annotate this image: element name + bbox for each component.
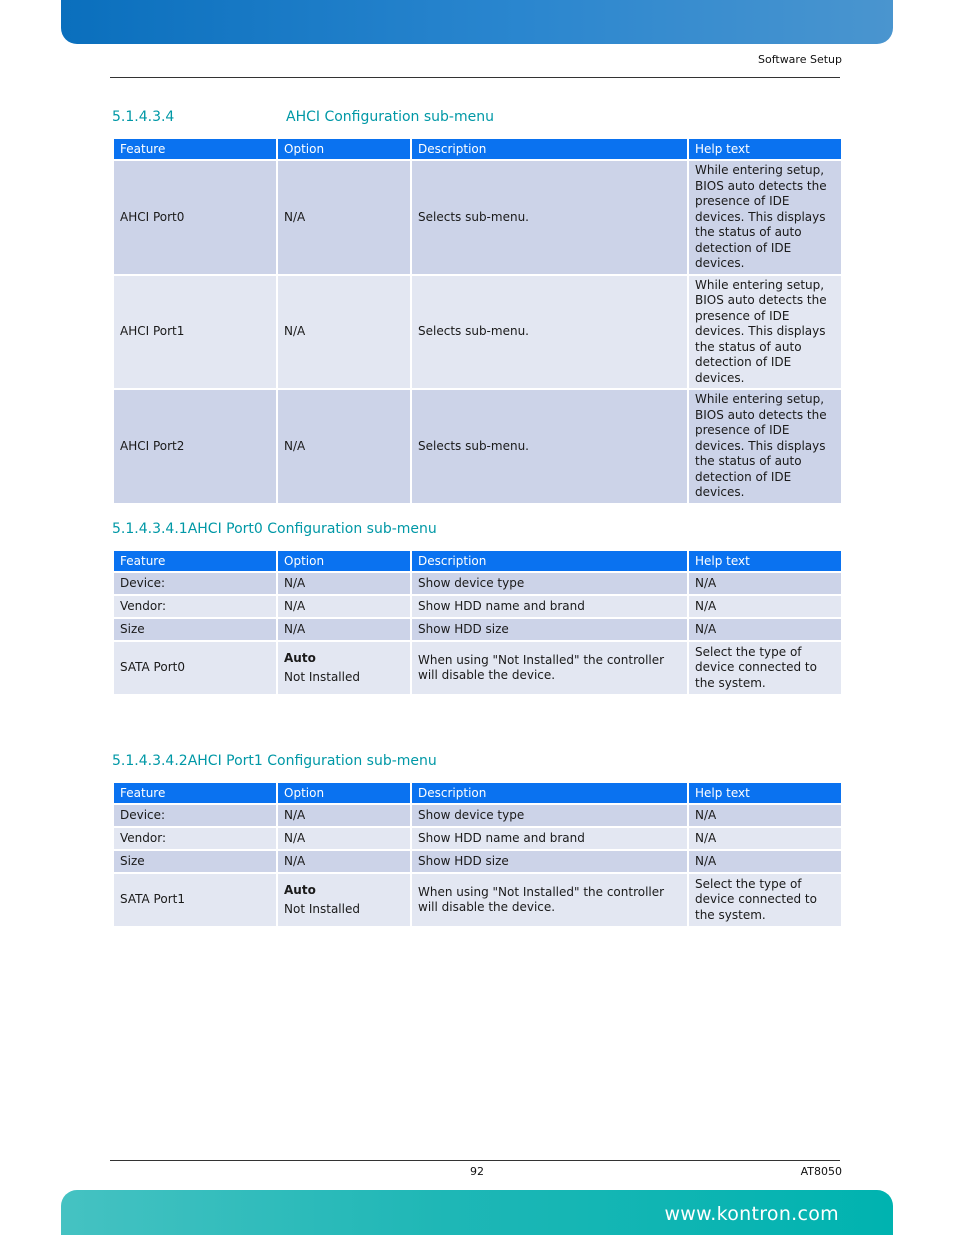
- description-cell: When using "Not Installed" the controller will disable the device.: [412, 874, 687, 926]
- feature-cell: Device:: [114, 573, 276, 594]
- option-cell: N/A: [278, 619, 410, 640]
- description-cell: Selects sub-menu.: [412, 161, 687, 274]
- option-cell: N/A: [278, 161, 410, 274]
- table-header-row: [114, 551, 841, 571]
- section-title: AHCI Configuration sub-menu: [286, 109, 494, 125]
- feature-cell: Size: [114, 851, 276, 872]
- table-header-row: [114, 139, 841, 159]
- option-cell: [278, 642, 410, 694]
- header-rule: [110, 77, 840, 78]
- header-section-title: Software Setup: [757, 53, 842, 66]
- table-row: [114, 390, 841, 503]
- help-cell: While entering setup, BIOS auto detects the presence of IDE devices. This displays the status of auto detection of IDE devices.: [689, 161, 841, 274]
- column-header-help: Help text: [689, 551, 841, 571]
- help-cell: N/A: [689, 596, 841, 617]
- column-header-feature: Feature: [114, 551, 276, 571]
- description-cell: Show device type: [412, 805, 687, 826]
- help-cell: N/A: [689, 828, 841, 849]
- help-cell: N/A: [689, 619, 841, 640]
- column-header-feature: Feature: [114, 783, 276, 803]
- table-row: [114, 161, 841, 274]
- table-row: [114, 276, 841, 389]
- help-cell: Select the type of device connected to the system.: [689, 642, 841, 694]
- product-name: AT8050: [800, 1165, 842, 1178]
- description-cell: Selects sub-menu.: [412, 276, 687, 389]
- option-default: Auto: [284, 651, 316, 665]
- table-row: [114, 596, 841, 617]
- feature-cell: SATA Port1: [114, 874, 276, 926]
- option-cell: N/A: [278, 573, 410, 594]
- port0-config-table: [112, 549, 843, 696]
- table-row: [114, 805, 841, 826]
- help-cell: Select the type of device connected to the system.: [689, 874, 841, 926]
- option-default: Auto: [284, 883, 316, 897]
- description-cell: Selects sub-menu.: [412, 390, 687, 503]
- feature-cell: AHCI Port2: [114, 390, 276, 503]
- column-header-option: Option: [278, 783, 410, 803]
- feature-cell: SATA Port0: [114, 642, 276, 694]
- column-header-help: Help text: [689, 139, 841, 159]
- column-header-feature: Feature: [114, 139, 276, 159]
- feature-cell: AHCI Port1: [114, 276, 276, 389]
- feature-cell: Vendor:: [114, 828, 276, 849]
- option-cell: [278, 874, 410, 926]
- feature-cell: Size: [114, 619, 276, 640]
- ahci-config-table: [112, 137, 843, 505]
- help-cell: N/A: [689, 851, 841, 872]
- top-banner: [61, 0, 893, 44]
- option-alternative: Not Installed: [284, 901, 360, 916]
- option-cell: N/A: [278, 596, 410, 617]
- table-row: [114, 573, 841, 594]
- help-cell: N/A: [689, 805, 841, 826]
- description-cell: When using "Not Installed" the controller will disable the device.: [412, 642, 687, 694]
- option-cell: N/A: [278, 390, 410, 503]
- description-cell: Show device type: [412, 573, 687, 594]
- table-row: [114, 828, 841, 849]
- column-header-description: Description: [412, 551, 687, 571]
- option-cell: N/A: [278, 851, 410, 872]
- option-alternative: Not Installed: [284, 669, 360, 684]
- table-row: [114, 851, 841, 872]
- column-header-option: Option: [278, 139, 410, 159]
- table-row: [114, 619, 841, 640]
- option-cell: N/A: [278, 276, 410, 389]
- port1-config-table: [112, 781, 843, 928]
- footer-rule: [110, 1160, 840, 1161]
- description-cell: Show HDD name and brand: [412, 596, 687, 617]
- column-header-description: Description: [412, 139, 687, 159]
- column-header-help: Help text: [689, 783, 841, 803]
- table-row: [114, 874, 841, 926]
- help-cell: While entering setup, BIOS auto detects the presence of IDE devices. This displays the status of auto detection of IDE devices.: [689, 276, 841, 389]
- option-cell: N/A: [278, 805, 410, 826]
- help-cell: N/A: [689, 573, 841, 594]
- column-header-description: Description: [412, 783, 687, 803]
- description-cell: Show HDD size: [412, 851, 687, 872]
- table-row: [114, 642, 841, 694]
- subsection-heading-port1: 5.1.4.3.4.2AHCI Port1 Configuration sub-menu: [112, 753, 437, 769]
- website-link[interactable]: www.kontron.com: [664, 1203, 839, 1225]
- subsection-heading-port0: 5.1.4.3.4.1AHCI Port0 Configuration sub-menu: [112, 521, 437, 537]
- bottom-banner: [61, 1190, 893, 1235]
- table-header-row: [114, 783, 841, 803]
- help-cell: While entering setup, BIOS auto detects the presence of IDE devices. This displays the status of auto detection of IDE devices.: [689, 390, 841, 503]
- feature-cell: Vendor:: [114, 596, 276, 617]
- description-cell: Show HDD name and brand: [412, 828, 687, 849]
- section-number: 5.1.4.3.4: [112, 109, 175, 125]
- description-cell: Show HDD size: [412, 619, 687, 640]
- feature-cell: AHCI Port0: [114, 161, 276, 274]
- option-cell: N/A: [278, 828, 410, 849]
- feature-cell: Device:: [114, 805, 276, 826]
- column-header-option: Option: [278, 551, 410, 571]
- page-number: 92: [470, 1165, 484, 1178]
